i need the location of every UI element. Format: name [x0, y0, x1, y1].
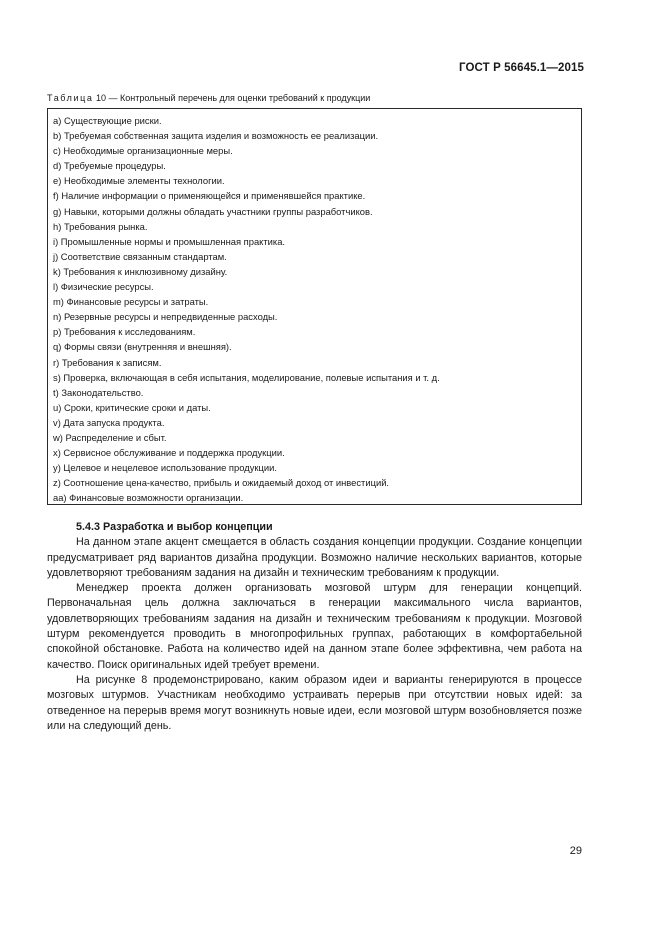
- list-item: g) Навыки, которыми должны обладать участники группы разработчиков.: [53, 205, 373, 217]
- list-item: s) Проверка, включающая в себя испытания, моделирование, полевые испытания и т. д.: [53, 371, 440, 383]
- list-item: b) Требуемая собственная защита изделия и возможность ее реализации.: [53, 130, 379, 142]
- list-item: u) Сроки, критические сроки и даты.: [53, 401, 211, 413]
- list-item: h) Требования рынка.: [53, 220, 148, 232]
- list-item: c) Необходимые организационные меры.: [53, 145, 233, 157]
- list-item: i) Промышленные нормы и промышленная практика.: [53, 235, 286, 247]
- body-paragraph: На рисунке 8 продемонстрировано, каким образом идеи и варианты генерируются в процессе мозговых штурмов. Участникам необходимо устраивать перерыв при отсутствии новых идей: за отведенное на перерыв время могут возникнуть новые идеи, если мозговой штурм возобновляется позже или на следующий день.: [47, 673, 582, 732]
- list-item: l) Физические ресурсы.: [53, 281, 154, 293]
- list-item: x) Сервисное обслуживание и поддержка продукции.: [53, 447, 285, 459]
- list-item: m) Финансовые ресурсы и затраты.: [53, 296, 209, 308]
- table-caption: [47, 93, 370, 103]
- requirements-checklist-table: [47, 108, 582, 505]
- list-item: k) Требования к инклюзивному дизайну.: [53, 265, 228, 277]
- list-item: t) Законодательство.: [53, 386, 144, 398]
- requirements-list: [53, 113, 581, 505]
- list-item: aa) Финансовые возможности организации.: [53, 492, 244, 504]
- table-caption-prefix: Таблица: [47, 93, 94, 103]
- list-item: d) Требуемые процедуры.: [53, 160, 166, 172]
- concept-development-section: [47, 520, 582, 734]
- list-item: v) Дата запуска продукта.: [53, 416, 165, 428]
- section-heading: 5.4.3 Разработка и выбор концепции: [76, 521, 273, 533]
- list-item: y) Целевое и нецелевое использование продукции.: [53, 462, 277, 474]
- list-item: j) Соответствие связанным стандартам.: [53, 250, 227, 262]
- list-item: p) Требования к исследованиям.: [53, 326, 196, 338]
- list-item: r) Требования к записям.: [53, 356, 162, 368]
- list-item: a) Существующие риски.: [53, 115, 162, 126]
- document-id: ГОСТ Р 56645.1—2015: [459, 62, 584, 74]
- list-item: w) Распределение и сбыт.: [53, 431, 167, 443]
- table-caption-title: 10 — Контрольный перечень для оценки требований к продукции: [93, 93, 371, 103]
- list-item: e) Необходимые элементы технологии.: [53, 175, 225, 187]
- body-paragraph: Менеджер проекта должен организовать мозговой штурм для генерации концепций. Первоначальная цель должна заключаться в генерации максимального числа вариантов, удовлетворяющих требованиям задания на дизайн и техническим требованиям к продукции. Мозговой штурм рекомендуется проводить в многопрофильных группах, работающих в комфортабельной спокойной обстановке. Работа на количество идей на данном этапе более эффективна, чем работа на качество. Поиск оригинальных идей требует времени.: [47, 582, 582, 671]
- list-item: z) Соотношение цена-качество, прибыль и ожидаемый доход от инвестиций.: [53, 477, 390, 489]
- list-item: f) Наличие информации о применяющейся и применявшейся практике.: [53, 190, 366, 202]
- list-item: n) Резервные ресурсы и непредвиденные расходы.: [53, 311, 278, 323]
- body-paragraph: На данном этапе акцент смещается в область создания концепции продукции. Создание концепции предусматривает ряд вариантов дизайна продукции. Возможно наличие нескольких вариантов, которые удовлетворяют требованиям задания на дизайн и техническим требованиям к продукции.: [47, 536, 582, 579]
- list-item: q) Формы связи (внутренняя и внешняя).: [53, 341, 232, 353]
- page-number: 29: [569, 845, 582, 857]
